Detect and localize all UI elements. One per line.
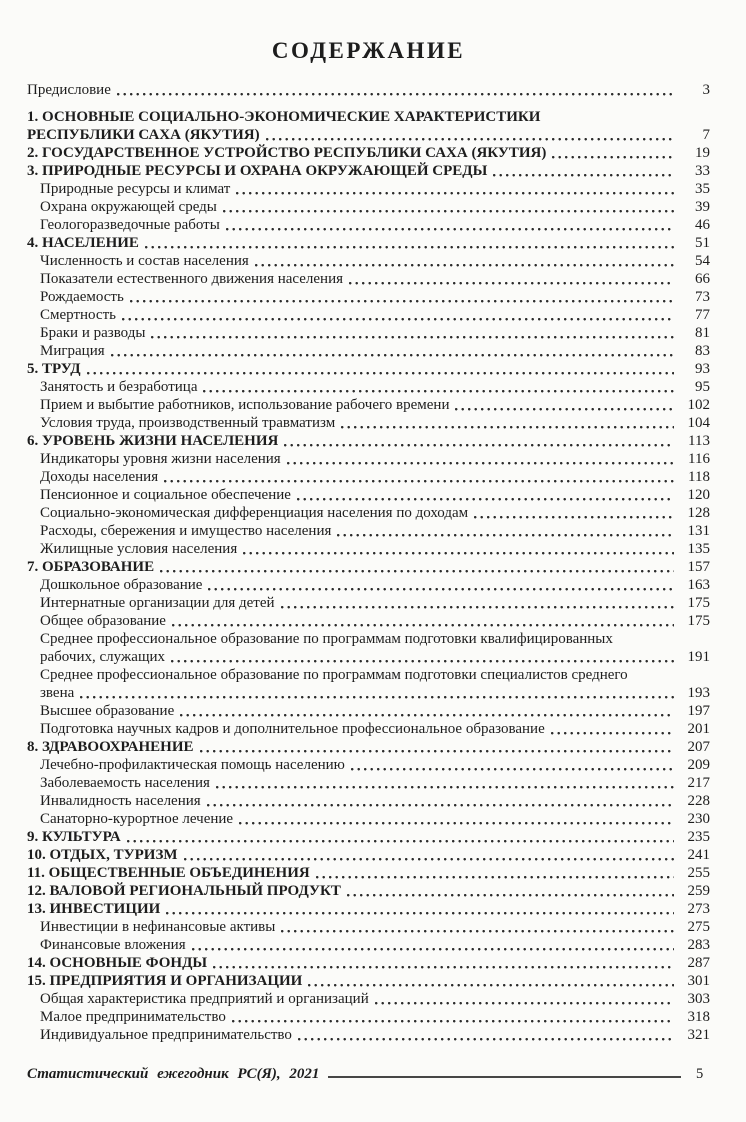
toc-entry-label: Предисловие <box>27 82 111 98</box>
toc-entry-page-number: 113 <box>688 433 710 449</box>
toc-entry-row <box>40 720 710 738</box>
toc-entry <box>27 324 710 342</box>
dot-leader <box>180 713 674 717</box>
toc-entry-row <box>40 810 710 828</box>
toc-entry-row <box>40 990 710 1008</box>
toc-entry-page-number: 197 <box>687 703 710 719</box>
toc-entry-label: 6. УРОВЕНЬ ЖИЗНИ НАСЕЛЕНИЯ <box>27 433 279 449</box>
toc-entry-row <box>40 414 710 432</box>
toc-entry-page-number: 135 <box>687 541 710 557</box>
toc-entry-row <box>27 360 710 378</box>
toc-entry <box>27 864 710 882</box>
toc-entry-label: рабочих, служащих <box>40 649 166 665</box>
toc-entry-page-number: 66 <box>695 271 710 287</box>
toc-entry-page-number: 120 <box>687 487 710 503</box>
toc-entry-row <box>40 594 710 612</box>
toc-entry-row <box>40 774 710 792</box>
toc-entry-page-number: 118 <box>688 469 710 485</box>
dot-leader <box>87 371 674 375</box>
toc-entry <box>27 378 710 396</box>
dot-leader <box>223 209 674 213</box>
dot-leader <box>284 443 674 447</box>
toc-entry-row <box>40 342 710 360</box>
dot-leader <box>122 317 674 321</box>
toc-entry-label: Индивидуальное предпринимательство <box>40 1027 292 1043</box>
toc-entry-page-number: 81 <box>695 325 710 341</box>
dot-leader <box>552 155 674 159</box>
toc-entry-label: Инвалидность населения <box>40 793 201 809</box>
toc-entry-label: Браки и разводы <box>40 325 146 341</box>
toc-list <box>27 81 710 1044</box>
dot-leader <box>239 821 674 825</box>
toc-entry <box>27 216 710 234</box>
toc-entry-label: 12. ВАЛОВОЙ РЕГИОНАЛЬНЫЙ ПРОДУКТ <box>27 883 341 899</box>
toc-entry-label: Финансовые вложения <box>40 937 186 953</box>
toc-entry-label: Занятость и безработица <box>40 379 198 395</box>
toc-entry <box>27 756 710 774</box>
dot-leader <box>160 569 674 573</box>
toc-entry-page-number: 39 <box>695 199 710 215</box>
footer-book-title: Статистический ежегодник РС(Я), 2021 <box>27 1066 320 1082</box>
dot-leader <box>127 839 674 843</box>
toc-entry-page-number: 54 <box>695 253 710 269</box>
dot-leader <box>287 461 674 465</box>
dot-leader <box>216 785 674 789</box>
toc-entry-page-number: 303 <box>687 991 710 1007</box>
toc-entry <box>27 792 710 810</box>
toc-entry-page-number: 175 <box>687 613 710 629</box>
toc-entry-row <box>27 972 710 990</box>
toc-entry-page-number: 95 <box>695 379 710 395</box>
dot-leader <box>308 983 674 987</box>
toc-entry-page-number: 241 <box>687 847 710 863</box>
toc-entry-row <box>27 234 710 252</box>
dot-leader <box>232 1019 674 1023</box>
toc-entry-page-number: 275 <box>687 919 710 935</box>
toc-entry-row <box>40 918 710 936</box>
toc-entry-page-number: 46 <box>695 217 710 233</box>
dot-leader <box>172 623 674 627</box>
dot-leader <box>349 281 674 285</box>
toc-entry-row <box>40 612 710 630</box>
toc-entry-row <box>40 792 710 810</box>
toc-entry-label: 4. НАСЕЛЕНИЕ <box>27 235 139 251</box>
toc-entry-page-number: 33 <box>695 163 710 179</box>
toc-entry <box>27 288 710 306</box>
toc-entry-label: 8. ЗДРАВООХРАНЕНИЕ <box>27 739 194 755</box>
toc-entry-row <box>40 198 710 216</box>
toc-entry-row <box>40 522 710 540</box>
toc-entry-label: звена <box>40 685 75 701</box>
toc-entry-row <box>27 432 710 450</box>
toc-entry <box>27 162 710 180</box>
toc-entry-row <box>40 1008 710 1026</box>
dot-leader <box>226 227 674 231</box>
toc-entry-page-number: 283 <box>687 937 710 953</box>
toc-entry-row <box>40 648 710 666</box>
toc-entry-label: Малое предпринимательство <box>40 1009 226 1025</box>
toc-entry <box>27 900 710 918</box>
toc-entry <box>27 108 710 144</box>
toc-entry <box>27 558 710 576</box>
toc-entry-page-number: 207 <box>687 739 710 755</box>
toc-entry-page-number: 318 <box>687 1009 710 1025</box>
toc-entry-label: Миграция <box>40 343 105 359</box>
toc-entry-page-number: 157 <box>687 559 710 575</box>
toc-entry-row <box>40 486 710 504</box>
toc-entry-page-number: 116 <box>688 451 710 467</box>
toc-entry <box>27 738 710 756</box>
toc-entry-label: Социально-экономическая дифференциация населения по доходам <box>40 505 469 521</box>
dot-leader <box>281 605 674 609</box>
toc-entry-page-number: 230 <box>687 811 710 827</box>
toc-entry-row <box>27 954 710 972</box>
toc-entry-page-number: 201 <box>687 721 710 737</box>
dot-leader <box>80 695 674 699</box>
toc-entry-pre-line: Среднее профессиональное образование по программам подготовки специалистов среднего <box>40 667 628 683</box>
toc-entry-page-number: 104 <box>687 415 710 431</box>
toc-entry <box>27 576 710 594</box>
toc-entry-page-number: 209 <box>687 757 710 773</box>
dot-leader <box>455 407 674 411</box>
toc-entry-page-number: 175 <box>687 595 710 611</box>
toc-entry-label: Дошкольное образование <box>40 577 203 593</box>
toc-entry-page-number: 35 <box>695 181 710 197</box>
toc-entry-label: Геологоразведочные работы <box>40 217 220 233</box>
toc-entry-label: Численность и состав населения <box>40 253 249 269</box>
toc-entry <box>27 612 710 630</box>
toc-entry-pre-line: Среднее профессиональное образование по программам подготовки квалифицированных <box>40 631 613 647</box>
toc-entry-label: Общая характеристика предприятий и организаций <box>40 991 369 1007</box>
dot-leader <box>347 893 674 897</box>
toc-entry <box>27 432 710 450</box>
toc-entry-row <box>40 270 710 288</box>
dot-leader <box>207 803 674 807</box>
toc-entry-page-number: 255 <box>687 865 710 881</box>
toc-entry-row <box>40 1026 710 1044</box>
toc-entry-row <box>27 81 710 99</box>
toc-entry-page-number: 273 <box>687 901 710 917</box>
toc-entry-row <box>40 324 710 342</box>
toc-entry <box>27 81 710 99</box>
dot-leader <box>117 92 674 96</box>
dot-leader <box>166 911 674 915</box>
toc-entry <box>27 666 710 702</box>
toc-entry-row <box>27 828 710 846</box>
toc-entry <box>27 846 710 864</box>
toc-entry-label: Высшее образование <box>40 703 175 719</box>
toc-entry-row <box>40 936 710 954</box>
toc-entry-label: 9. КУЛЬТУРА <box>27 829 121 845</box>
toc-entry-page-number: 217 <box>687 775 710 791</box>
toc-entry-label: Показатели естественного движения населения <box>40 271 343 287</box>
toc-entry-row <box>27 126 710 144</box>
toc-entry <box>27 954 710 972</box>
toc-entry <box>27 450 710 468</box>
toc-entry-label: Жилищные условия населения <box>40 541 238 557</box>
toc-entry <box>27 522 710 540</box>
dot-leader <box>351 767 674 771</box>
toc-entry-row <box>40 450 710 468</box>
toc-entry-row <box>27 864 710 882</box>
dot-leader <box>297 497 674 501</box>
toc-entry-row <box>40 684 710 702</box>
toc-entry-page-number: 3 <box>702 82 710 98</box>
toc-entry <box>27 198 710 216</box>
toc-entry-label: Инвестиции в нефинансовые активы <box>40 919 276 935</box>
toc-entry <box>27 594 710 612</box>
dot-leader <box>255 263 674 267</box>
toc-entry-label: Заболеваемость населения <box>40 775 210 791</box>
toc-entry-row <box>27 162 710 180</box>
toc-entry-page-number: 19 <box>695 145 710 161</box>
toc-entry <box>27 810 710 828</box>
toc-entry-row <box>27 882 710 900</box>
toc-entry-page-number: 259 <box>687 883 710 899</box>
toc-entry-label: 7. ОБРАЗОВАНИЕ <box>27 559 155 575</box>
dot-leader <box>184 857 674 861</box>
dot-leader <box>203 389 674 393</box>
toc-entry-page-number: 128 <box>687 505 710 521</box>
dot-leader <box>151 335 674 339</box>
toc-entry-label: 15. ПРЕДПРИЯТИЯ И ОРГАНИЗАЦИИ <box>27 973 303 989</box>
dot-leader <box>341 425 674 429</box>
toc-entry <box>27 252 710 270</box>
dot-leader <box>474 515 674 519</box>
toc-entry <box>27 702 710 720</box>
dot-leader <box>192 947 674 951</box>
toc-entry-row <box>40 396 710 414</box>
dot-leader <box>236 191 674 195</box>
toc-entry-page-number: 102 <box>687 397 710 413</box>
dot-leader <box>375 1001 674 1005</box>
toc-entry-label: 10. ОТДЫХ, ТУРИЗМ <box>27 847 178 863</box>
toc-entry-row <box>27 738 710 756</box>
toc-entry-page-number: 235 <box>687 829 710 845</box>
toc-entry <box>27 828 710 846</box>
toc-entry-row <box>40 252 710 270</box>
toc-entry <box>27 918 710 936</box>
toc-entry <box>27 468 710 486</box>
dot-leader <box>130 299 674 303</box>
dot-leader <box>243 551 674 555</box>
toc-entry-label: Подготовка научных кадров и дополнительное профессиональное образование <box>40 721 545 737</box>
toc-entry-label: 5. ТРУД <box>27 361 81 377</box>
toc-entry <box>27 180 710 198</box>
footer-page-number: 5 <box>696 1066 704 1082</box>
toc-entry-label: Смертность <box>40 307 116 323</box>
toc-entry-label: Индикаторы уровня жизни населения <box>40 451 281 467</box>
toc-entry-label: Расходы, сбережения и имущество населения <box>40 523 332 539</box>
toc-entry <box>27 234 710 252</box>
toc-entry <box>27 540 710 558</box>
dot-leader <box>551 731 674 735</box>
toc-entry <box>27 306 710 324</box>
page-title: СОДЕРЖАНИЕ <box>271 38 466 63</box>
toc-entry-page-number: 51 <box>695 235 710 251</box>
toc-entry-page-number: 77 <box>695 307 710 323</box>
toc-entry <box>27 342 710 360</box>
toc-entry <box>27 936 710 954</box>
toc-entry-row <box>27 558 710 576</box>
toc-entry-row <box>40 288 710 306</box>
toc-entry-label: Доходы населения <box>40 469 159 485</box>
dot-leader <box>164 479 674 483</box>
toc-entry <box>27 270 710 288</box>
toc-entry <box>27 990 710 1008</box>
toc-entry-page-number: 191 <box>687 649 710 665</box>
dot-leader <box>171 659 674 663</box>
toc-entry-row <box>40 216 710 234</box>
toc-entry-label: Охрана окружающей среды <box>40 199 217 215</box>
toc-entry <box>27 1008 710 1026</box>
toc-entry <box>27 630 710 666</box>
toc-entry-label: Рождаемость <box>40 289 124 305</box>
toc-entry-page-number: 301 <box>687 973 710 989</box>
toc-entry-label: Прием и выбытие работников, использование рабочего времени <box>40 397 450 413</box>
toc-entry <box>27 504 710 522</box>
toc-entry <box>27 486 710 504</box>
toc-entry-page-number: 83 <box>695 343 710 359</box>
toc-entry <box>27 144 710 162</box>
toc-entry-row <box>40 306 710 324</box>
toc-entry <box>27 720 710 738</box>
toc-entry-label: 13. ИНВЕСТИЦИИ <box>27 901 161 917</box>
toc-entry <box>27 774 710 792</box>
toc-entry-row <box>40 468 710 486</box>
toc-entry-row <box>40 756 710 774</box>
toc-entry-row <box>40 540 710 558</box>
dot-leader <box>337 533 674 537</box>
toc-entry-row <box>40 180 710 198</box>
toc-entry-label: Условия труда, производственный травматизм <box>40 415 336 431</box>
toc-entry <box>27 414 710 432</box>
dot-leader <box>200 749 675 753</box>
toc-entry <box>27 396 710 414</box>
dot-leader <box>208 587 674 591</box>
toc-entry-label: 14. ОСНОВНЫЕ ФОНДЫ <box>27 955 208 971</box>
toc-entry-row <box>40 504 710 522</box>
toc-entry-row <box>40 702 710 720</box>
toc-entry-label: Пенсионное и социальное обеспечение <box>40 487 291 503</box>
toc-entry-row <box>40 378 710 396</box>
toc-entry-row <box>27 846 710 864</box>
toc-entry-label: Общее образование <box>40 613 166 629</box>
toc-entry-page-number: 7 <box>702 127 710 143</box>
toc-entry-label: 11. ОБЩЕСТВЕННЫЕ ОБЪЕДИНЕНИЯ <box>27 865 310 881</box>
toc-entry-pre-line: 1. ОСНОВНЫЕ СОЦИАЛЬНО-ЭКОНОМИЧЕСКИЕ ХАРАКТЕРИСТИКИ <box>27 109 541 125</box>
toc-entry-page-number: 287 <box>687 955 710 971</box>
toc-entry-row <box>27 900 710 918</box>
dot-leader <box>281 929 674 933</box>
toc-entry-page-number: 228 <box>687 793 710 809</box>
toc-entry-page-number: 73 <box>695 289 710 305</box>
toc-entry-label: Санаторно-курортное лечение <box>40 811 234 827</box>
dot-leader <box>145 245 674 249</box>
toc-entry-label: 3. ПРИРОДНЫЕ РЕСУРСЫ И ОХРАНА ОКРУЖАЮЩЕЙ СРЕДЫ <box>27 163 488 179</box>
toc-entry-row <box>40 576 710 594</box>
toc-entry-label: 2. ГОСУДАРСТВЕННОЕ УСТРОЙСТВО РЕСПУБЛИКИ САХА (ЯКУТИЯ) <box>27 145 547 161</box>
toc-entry-row <box>27 144 710 162</box>
dot-leader <box>493 173 674 177</box>
dot-leader <box>316 875 674 879</box>
toc-entry-page-number: 321 <box>687 1027 710 1043</box>
toc-entry-page-number: 131 <box>687 523 710 539</box>
toc-entry <box>27 972 710 990</box>
dot-leader <box>111 353 674 357</box>
toc-entry-label: Лечебно-профилактическая помощь населению <box>40 757 345 773</box>
toc-entry <box>27 360 710 378</box>
toc-entry <box>27 882 710 900</box>
toc-entry-label: Интернатные организации для детей <box>40 595 275 611</box>
toc-entry-page-number: 163 <box>687 577 710 593</box>
toc-entry-label: РЕСПУБЛИКИ САХА (ЯКУТИЯ) <box>27 127 260 143</box>
dot-leader <box>266 137 674 141</box>
toc-entry-label: Природные ресурсы и климат <box>40 181 231 197</box>
footer-rule <box>328 1076 681 1078</box>
toc-entry <box>27 1026 710 1044</box>
dot-leader <box>298 1037 674 1041</box>
dot-leader <box>213 965 674 969</box>
toc-entry-page-number: 93 <box>695 361 710 377</box>
page-footer <box>27 1066 710 1083</box>
toc-entry-page-number: 193 <box>687 685 710 701</box>
